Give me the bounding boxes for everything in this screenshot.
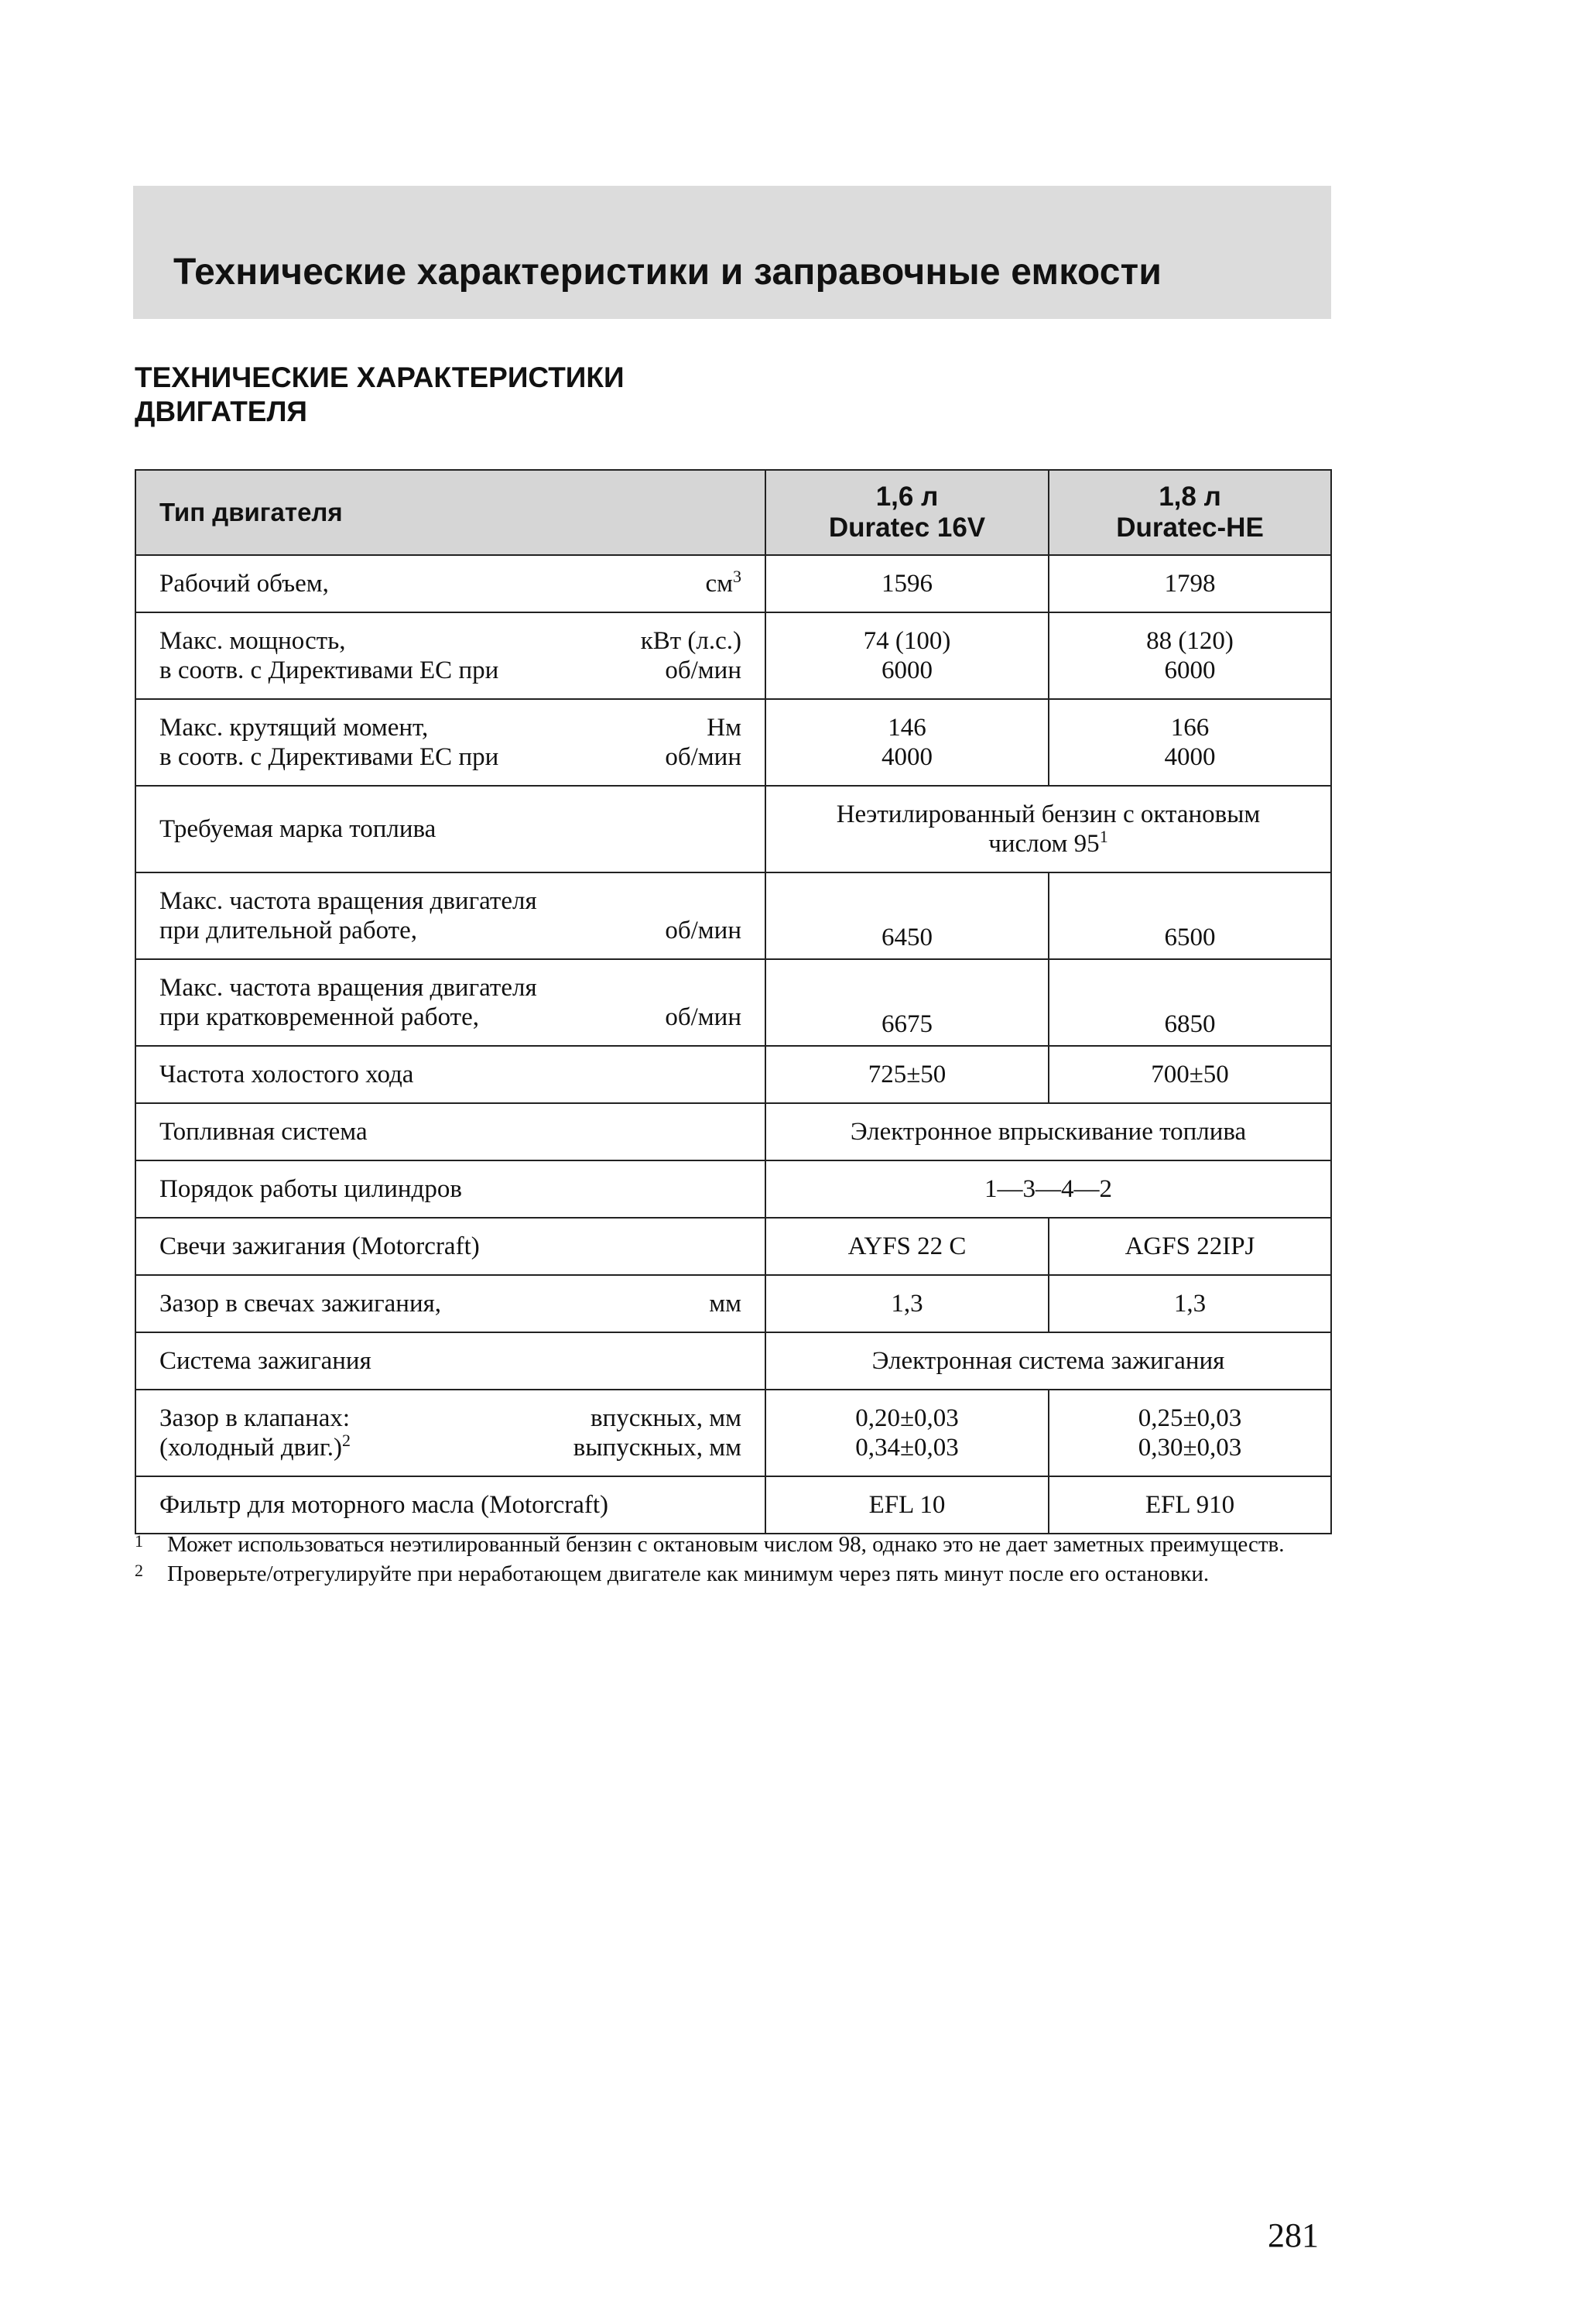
chapter-title: Технические характеристики и заправочные емкости — [173, 252, 1162, 293]
footnotes — [135, 1531, 1296, 1590]
table-row-max-rpm-long — [135, 872, 1331, 959]
table-row-valve-clearance — [135, 1390, 1331, 1476]
table-row-idle — [135, 1046, 1331, 1103]
power-label: Макс. мощность, — [159, 627, 346, 655]
footnote — [135, 1561, 1296, 1587]
oil-filter-label: Фильтр для моторного масла (Motorcraft) — [135, 1476, 765, 1534]
valve-intake-unit: впускных, мм — [590, 1404, 741, 1432]
firing-order-value: 1—3—4—2 — [765, 1160, 1331, 1218]
max-rpm-short-1-8: 6850 — [1049, 959, 1331, 1046]
header-engine-1-6 — [765, 470, 1049, 555]
table-header-row — [135, 470, 1331, 555]
max-rpm-long-1-8: 6500 — [1049, 872, 1331, 959]
table-row-fuel-system — [135, 1103, 1331, 1160]
idle-1-6: 725±50 — [765, 1046, 1049, 1103]
plug-gap-unit: мм — [709, 1290, 741, 1318]
plug-gap-1-6: 1,3 — [765, 1275, 1049, 1332]
footnote-number: 1 — [135, 1531, 143, 1551]
table-row-oil-filter — [135, 1476, 1331, 1534]
firing-order-label: Порядок работы цилиндров — [135, 1160, 765, 1218]
max-rpm-long-unit: об/мин — [665, 917, 741, 944]
row-label — [135, 1390, 765, 1476]
table-row-torque — [135, 699, 1331, 786]
displacement-label: Рабочий объем, — [159, 570, 329, 598]
power-unit: кВт (л.с.) — [640, 627, 741, 655]
chapter-header-band — [133, 186, 1331, 319]
valve-clearance-label: Зазор в клапанах: — [159, 1404, 351, 1432]
page-number: 281 — [1268, 2216, 1319, 2254]
idle-1-8: 700±50 — [1049, 1046, 1331, 1103]
spark-plugs-1-8: AGFS 22IPJ — [1049, 1218, 1331, 1275]
row-label: Макс. частота вращения двигателя при кратковременной работе, об/мин — [135, 959, 765, 1046]
torque-unit-2: об/мин — [665, 743, 741, 771]
displacement-1-8: 1798 — [1049, 555, 1331, 612]
row-label — [135, 612, 765, 699]
footnote-text: Проверьте/отрегулируйте при неработающем двигателе как минимум через пять минут после его остановки. — [167, 1561, 1210, 1586]
power-1-6: 74 (100) 6000 — [765, 612, 1049, 699]
header-engine-1-8-model: Duratec-HE — [1116, 512, 1264, 543]
footnote-number: 2 — [135, 1561, 143, 1580]
max-rpm-short-unit: об/мин — [665, 1003, 741, 1031]
header-engine-type: Тип двигателя — [135, 470, 765, 555]
valve-clearance-1-8: 0,25±0,03 0,30±0,03 — [1049, 1390, 1331, 1476]
plug-gap-label: Зазор в свечах зажигания, — [159, 1290, 442, 1318]
fuel-system-value: Электронное впрыскивание топлива — [765, 1103, 1331, 1160]
row-label — [135, 1275, 765, 1332]
max-rpm-short-1-6: 6675 — [765, 959, 1049, 1046]
power-1-8: 88 (120) 6000 — [1049, 612, 1331, 699]
table-row-displacement — [135, 555, 1331, 612]
displacement-1-6: 1596 — [765, 555, 1049, 612]
row-label — [135, 699, 765, 786]
plug-gap-1-8: 1,3 — [1049, 1275, 1331, 1332]
table-row-spark-plugs — [135, 1218, 1331, 1275]
oil-filter-1-6: EFL 10 — [765, 1476, 1049, 1534]
displacement-unit: $см^3$ — [705, 567, 741, 598]
ignition-label: Система зажигания — [135, 1332, 765, 1390]
engine-spec-table — [135, 469, 1332, 1534]
max-rpm-short-label: Макс. частота вращения двигателя — [159, 974, 537, 1002]
torque-1-6: 146 4000 — [765, 699, 1049, 786]
power-label-2: в соотв. с Директивами ЕС при — [159, 656, 499, 684]
header-engine-1-6-size: 1,6 л — [875, 482, 939, 512]
row-label — [135, 555, 765, 612]
section-title-line2: ДВИГАТЕЛЯ — [135, 396, 308, 427]
spark-plugs-1-6: AYFS 22 C — [765, 1218, 1049, 1275]
header-engine-1-8-size: 1,8 л — [1159, 482, 1221, 512]
torque-1-8: 166 4000 — [1049, 699, 1331, 786]
row-label: Макс. частота вращения двигателя при длительной работе, об/мин — [135, 872, 765, 959]
table-row-plug-gap — [135, 1275, 1331, 1332]
table-row-ignition — [135, 1332, 1331, 1390]
fuel-grade-label: Требуемая марка топлива — [135, 786, 765, 872]
valve-cold-label: (холодный двиг.)$^2$ — [159, 1431, 351, 1462]
header-engine-1-6-model: Duratec 16V — [828, 512, 986, 543]
max-rpm-long-label: Макс. частота вращения двигателя — [159, 887, 537, 915]
header-engine-1-8 — [1049, 470, 1331, 555]
torque-label: Макс. крутящий момент, — [159, 714, 429, 742]
valve-exhaust-unit: выпускных, мм — [573, 1434, 741, 1462]
fuel-grade-value: Неэтилированный бензин с октановым числом $95^1$ — [765, 786, 1331, 872]
idle-label: Частота холостого хода — [135, 1046, 765, 1103]
section-title-line1: ТЕХНИЧЕСКИЕ ХАРАКТЕРИСТИКИ — [135, 362, 625, 393]
footnote-text: Может использоваться неэтилированный бензин с октановым числом 98, однако это не дает заметных преимуществ. — [167, 1532, 1285, 1557]
footnote — [135, 1531, 1296, 1558]
table-row-fuel-grade — [135, 786, 1331, 872]
table-row-power — [135, 612, 1331, 699]
torque-unit: Нм — [707, 714, 741, 742]
ignition-value: Электронная система зажигания — [765, 1332, 1331, 1390]
table-row-max-rpm-short — [135, 959, 1331, 1046]
oil-filter-1-8: EFL 910 — [1049, 1476, 1331, 1534]
fuel-system-label: Топливная система — [135, 1103, 765, 1160]
power-unit-2: об/мин — [665, 656, 741, 684]
torque-label-2: в соотв. с Директивами ЕС при — [159, 743, 499, 771]
valve-clearance-1-6: 0,20±0,03 0,34±0,03 — [765, 1390, 1049, 1476]
spark-plugs-label: Свечи зажигания (Motorcraft) — [135, 1218, 765, 1275]
section-title — [135, 361, 625, 429]
table-row-firing-order — [135, 1160, 1331, 1218]
max-rpm-long-1-6: 6450 — [765, 872, 1049, 959]
